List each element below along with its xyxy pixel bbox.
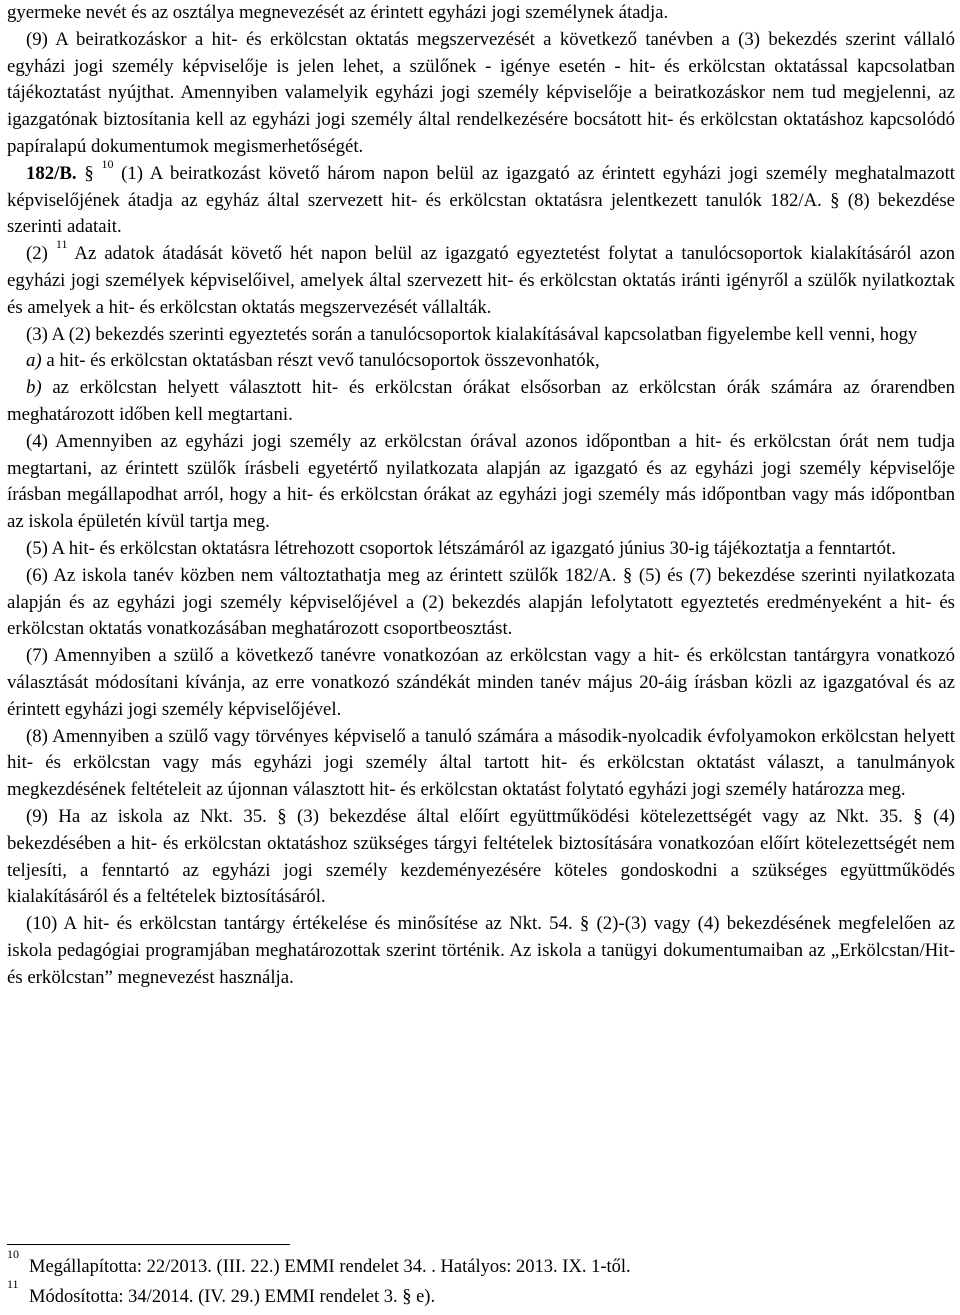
item-label-a: a) [26,350,42,372]
section-182b-paragraph-1 [7,156,955,241]
paragraph-lead: (2) [26,243,56,265]
paragraph-7: (7) Amennyiben a szülő a következő tanévre vonatkozóan az erkölcstan vagy a hit- és erkölcstan tantárgyra vonatkozó választását módosítani kívánja, az erre vonatkozó szándékát minden tanév május 20-áig írásban közli az igazgatóval és az érintett egyházi jogi személy képviselőjével. [7,645,955,720]
item-text-b: az erkölcstan helyett választott hit- és erkölcstan órákat elsősorban az erkölcstan órák számára az órarendben meghatározott időben kell megtartani. [7,377,955,425]
paragraph-4: (4) Amennyiben az egyházi jogi személy az erkölcstan órával azonos időpontban a hit- és erkölcstan órát nem tudja megtartani, az érintett szülők írásbeli egyetértő nyilatkozata alapján az igazgató és az egyházi jogi személy képviselője írásban megállapodhat arról, hogy a hit- és erkölcstan órákat az egyházi jogi személy más időpontban vagy más időpontban az iskola épületén kívül tartja meg. [7,430,955,533]
paragraph-3: (3) A (2) bekezdés szerinti egyeztetés során a tanulócsoportok kialakításával kapcsolatban figyelembe kell venni, hogy [26,323,918,345]
footnotes [7,1247,955,1312]
paragraph-8: (8) Amennyiben a szülő vagy törvényes képviselő a tanuló számára a második-nyolcadik évfolyamokon erkölcstan helyett hit- és erkölcstan vagy más egyházi jogi személy által tartott hit- és erkölcstan oktatást választ, a tanulmányok megkezdésének feltételeit az újonnan választott hit- és erkölcstan oktatást folytató egyházi jogi személy határozza meg. [7,725,955,801]
item-text-a: a hit- és erkölcstan oktatásban részt vevő tanulócsoportok összevonhatók, [41,350,600,372]
paragraph-continuation: gyermeke nevét és az osztálya megnevezését az érintett egyházi jogi személynek átadja. [7,2,669,23]
footnote-text: Megállapította: 22/2013. (III. 22.) EMMI rendelet 34. . Hatályos: 2013. IX. 1-től. [29,1257,631,1277]
paragraph-5: (5) A hit- és erkölcstan oktatásra létrehozott csoportok létszámáról az igazgató június 30-ig tájékoztatja a fenntartót. [26,537,896,559]
footnote-11 [7,1277,955,1312]
footnote-ref-10[interactable]: 10 [101,156,114,171]
paragraph-10: (10) A hit- és erkölcstan tantárgy értékelése és minősítése az Nkt. 54. § (2)-(3) vagy (4) bekezdésének megfelelően az iskola pedagógiai programjában meghatározottak szerint történik. Az iskola a tanügyi dokumentumaiban az „Erkölcstan/Hit- és erkölcstan” megnevezést használja. [7,913,955,988]
paragraph-3a [7,348,955,375]
footnote-text: Módosította: 34/2014. (IV. 29.) EMMI rendelet 3. § e). [29,1287,436,1307]
paragraph-2 [7,237,955,321]
paragraph-9-funding: (9) Ha az iskola az Nkt. 35. § (3) bekezdése által előírt együttműködési kötelezettségét vagy az Nkt. 35. § (4) bekezdésében a hit- és erkölcstan oktatáshoz szükséges tárgyi feltételek biztosítására vonatkozóan előírt kötelezettségét nem teljesíti, a fenntartó az egyházi jogi személy kezdeményezésére köteles gondoskodni a szükséges együttműködés kialakításáról és a feltételek biztosításáról. [7,805,955,908]
footnote-10 [7,1247,955,1282]
item-label-b: b) [26,377,42,399]
footnote-number: 10 [7,1247,19,1261]
section-sign: § [76,162,102,184]
paragraph-3b [7,375,955,429]
footnote-ref-11[interactable]: 11 [55,237,68,252]
footnote-divider [7,1244,290,1245]
paragraph-text: Az adatok átadását követő hét napon belül az igazgató egyeztetést folytat a tanulócsoportok kialakításáról azon egyházi jogi személyek képviselőivel, amelyek által szervezett hit- és erkölcstan oktatás iránti igényről a szülők nyilatkoztak és amelyek a hit- és erkölcstan oktatás megszervezését vállalták. [7,243,955,318]
paragraph-9: (9) A beiratkozáskor a hit- és erkölcstan oktatás megszervezését a következő tanévben a (3) bekezdés szerint vállaló egyházi jogi személy képviselője is jelen lehet, a szülőnek - igénye esetén - hit- és erkölcstan oktatással kapcsolatban tájékoztatást nyújthat. Amennyiben valamelyik egyházi jogi személy képviselője a beiratkozáskor nem tud megjelenni, az igazgatónak biztosítania kell az egyházi jogi személy által rendelkezésére bocsátott hit- és erkölcstan oktatáshoz kapcsolódó papíralapú dokumentumok megismerhetőségét. [7,28,955,157]
section-text: (1) A beiratkozást követő három napon belül az igazgató az érintett egyházi jogi személy meghatalmazott képviselőjének átadja az egyház által szervezett hit- és erkölcstan oktatásra jelentkezett tanulók 182/A. § (8) bekezdése szerinti adatait. [7,162,955,238]
section-heading: 182/B. [26,162,77,184]
footnote-number: 11 [7,1277,19,1291]
paragraph-6: (6) Az iskola tanév közben nem változtathatja meg az érintett szülők 182/A. § (5) és (7) bekezdése szerinti nyilatkozata alapján és az egyházi jogi személy képviselőjével a (2) bekezdés alapján lefolytatott egyeztetés eredményeként a hit- és erkölcstan oktatás vonatkozásában meghatározott csoportbeosztást. [7,564,955,640]
document-body [7,0,955,991]
